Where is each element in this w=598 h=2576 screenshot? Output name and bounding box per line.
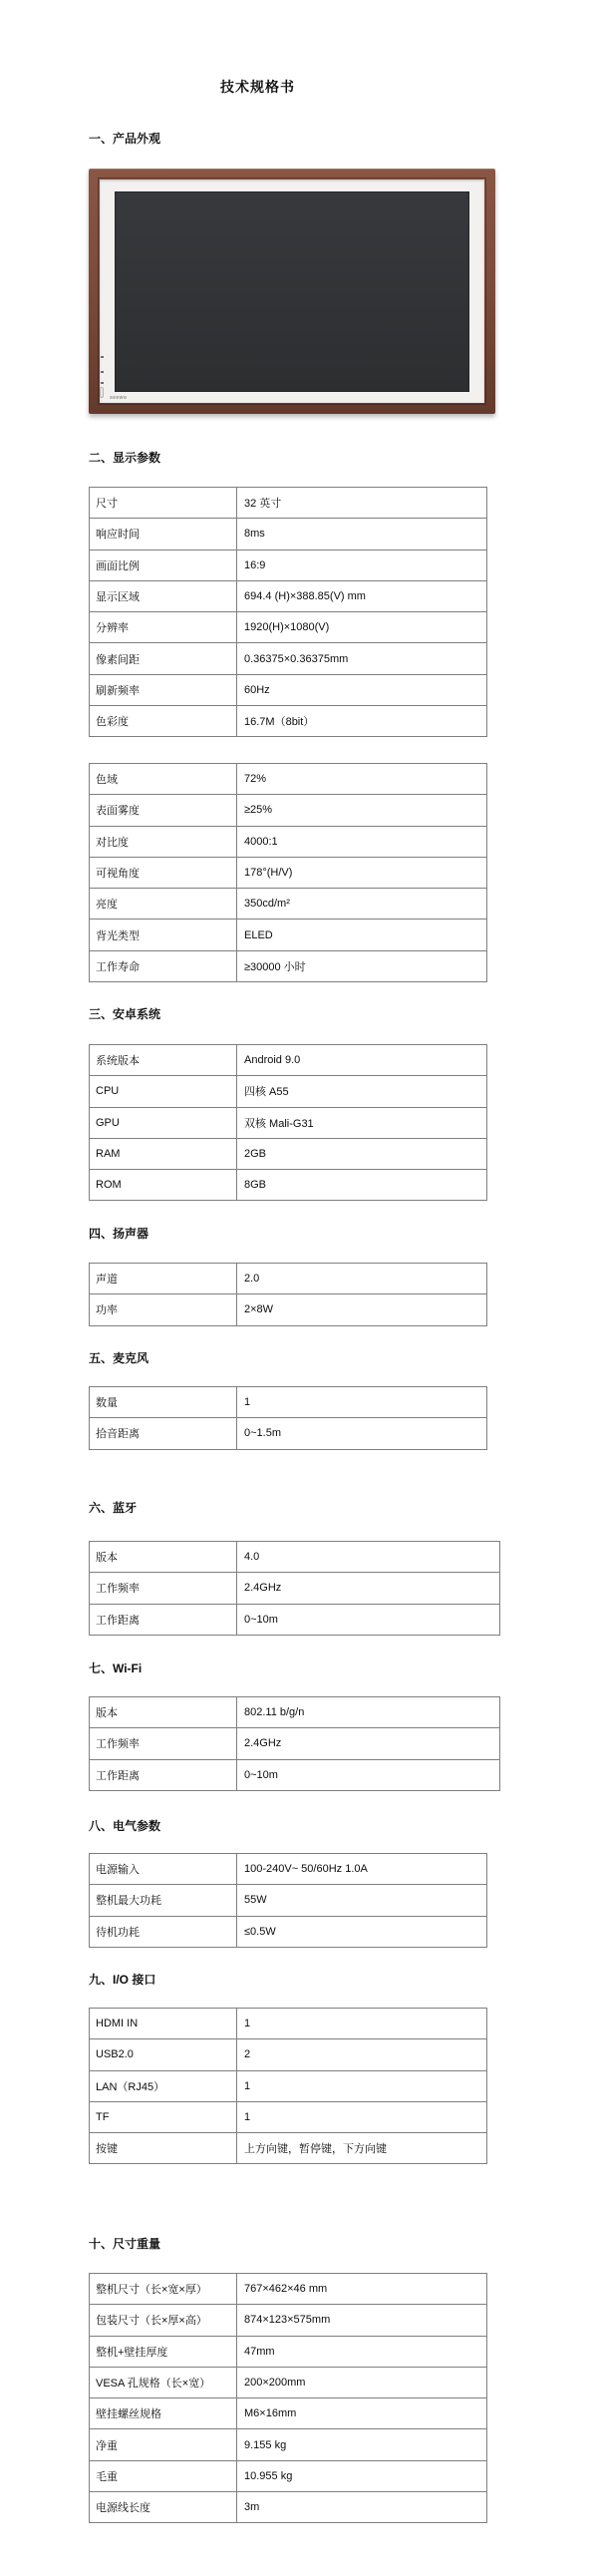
spec-label: 包装尺寸（长×厚×高） <box>90 2305 237 2336</box>
spec-label: RAM <box>90 1138 237 1169</box>
table-row <box>90 2336 487 2367</box>
spec-value: 1920(H)×1080(V) <box>237 612 487 643</box>
spec-value: 1 <box>237 2009 487 2039</box>
table-row <box>90 1728 500 1759</box>
spec-value: 8GB <box>237 1170 487 1201</box>
spec-label: 数量 <box>90 1387 237 1418</box>
spec-label: 背光类型 <box>90 920 237 950</box>
table-row <box>90 1854 487 1885</box>
power-button <box>100 387 104 398</box>
spec-value: 2 <box>237 2039 487 2070</box>
spec-value: 694.4 (H)×388.85(V) mm <box>237 580 487 611</box>
spec-label: 电源输入 <box>90 1854 237 1885</box>
spec-value: 2.4GHz <box>237 1728 500 1759</box>
table-row <box>90 1885 487 1916</box>
table-row <box>90 580 487 611</box>
section-heading-dimensions: 十、尺寸重量 <box>89 2237 161 2251</box>
table-row <box>90 1418 487 1449</box>
spec-value: 16:9 <box>237 550 487 580</box>
spec-label: 尺寸 <box>90 488 237 519</box>
spec-label: 工作距离 <box>90 1759 237 1790</box>
table-row <box>90 857 487 888</box>
section-heading-display: 二、显示参数 <box>89 451 161 465</box>
spec-value: 55W <box>237 1885 487 1916</box>
spec-label: USB2.0 <box>90 2039 237 2070</box>
spec-value: 1 <box>237 2101 487 2132</box>
table-row <box>90 889 487 920</box>
spec-label: 整机+壁挂厚度 <box>90 2336 237 2367</box>
spec-value: 767×462×46 mm <box>237 2274 487 2305</box>
spec-label: 待机功耗 <box>90 1916 237 1947</box>
dimensions-spec-table <box>89 2273 487 2523</box>
spec-value: 四核 A55 <box>237 1076 487 1107</box>
spec-value: ≤0.5W <box>237 1916 487 1947</box>
android-spec-table <box>89 1044 487 1201</box>
page-title: 技术规格书 <box>220 79 295 95</box>
spec-label: 电源线长度 <box>90 2492 237 2523</box>
spec-value: 1 <box>237 1387 487 1418</box>
spec-value: 双核 Mali-G31 <box>237 1107 487 1138</box>
spec-value: 4000:1 <box>237 826 487 857</box>
spec-value: 3m <box>237 2492 487 2523</box>
table-row <box>90 612 487 643</box>
table-row <box>90 2039 487 2070</box>
spec-label: 刷新频率 <box>90 674 237 705</box>
table-row <box>90 1170 487 1201</box>
spec-value: ELED <box>237 920 487 950</box>
table-row <box>90 1076 487 1107</box>
spec-label: 功率 <box>90 1294 237 1325</box>
spec-label: 分辨率 <box>90 612 237 643</box>
io-spec-table <box>89 2008 487 2164</box>
section-heading-bluetooth: 六、蓝牙 <box>89 1501 138 1515</box>
table-row <box>90 1138 487 1169</box>
spec-label: TF <box>90 2101 237 2132</box>
spec-label: 版本 <box>90 1542 237 1573</box>
spec-value: 10.955 kg <box>237 2460 487 2491</box>
spec-label: 毛重 <box>90 2460 237 2491</box>
spec-label: 整机尺寸（长×宽×厚） <box>90 2274 237 2305</box>
section-heading-microphone: 五、麦克风 <box>89 1351 150 1365</box>
table-row <box>90 674 487 705</box>
spec-label: VESA 孔规格（长×宽） <box>90 2367 237 2397</box>
spec-value: 上方向键，暂停键，下方向键 <box>237 2133 487 2164</box>
section-heading-io: 九、I/O 接口 <box>89 1973 156 1987</box>
spec-label: 按键 <box>90 2133 237 2164</box>
table-row <box>90 706 487 737</box>
spec-value: 0~1.5m <box>237 1418 487 1449</box>
monitor-screen <box>115 191 469 392</box>
spec-label: 整机最大功耗 <box>90 1885 237 1916</box>
spec-value: ≥30000 小时 <box>237 950 487 981</box>
table-row <box>90 1264 487 1294</box>
spec-label: LAN（RJ45） <box>90 2070 237 2101</box>
table-row <box>90 2460 487 2491</box>
table-row <box>90 1294 487 1325</box>
spec-value: 9.155 kg <box>237 2429 487 2460</box>
table-row <box>90 2101 487 2132</box>
table-row <box>90 920 487 950</box>
spec-value: 802.11 b/g/n <box>237 1697 500 1728</box>
spec-value: 60Hz <box>237 674 487 705</box>
spec-label: HDMI IN <box>90 2009 237 2039</box>
table-row <box>90 550 487 580</box>
table-row <box>90 2492 487 2523</box>
section-heading-speaker: 四、扬声器 <box>89 1227 150 1241</box>
spec-label: 显示区域 <box>90 580 237 611</box>
brand-logo: seewo <box>110 395 128 401</box>
table-row <box>90 2429 487 2460</box>
spec-label: ROM <box>90 1170 237 1201</box>
electrical-spec-table <box>89 1853 487 1948</box>
spec-value: 874×123×575mm <box>237 2305 487 2336</box>
spec-label: 净重 <box>90 2429 237 2460</box>
table-row <box>90 1045 487 1076</box>
spec-label: 版本 <box>90 1697 237 1728</box>
spec-value: 350cd/m² <box>237 889 487 920</box>
spec-label: 声道 <box>90 1264 237 1294</box>
spec-label: 对比度 <box>90 826 237 857</box>
spec-label: GPU <box>90 1107 237 1138</box>
spec-value: 4.0 <box>237 1542 500 1573</box>
table-row <box>90 1604 500 1635</box>
spec-value: Android 9.0 <box>237 1045 487 1076</box>
bluetooth-spec-table <box>89 1541 500 1636</box>
monitor-frame <box>89 169 495 414</box>
table-row <box>90 764 487 795</box>
spec-value: 16.7M（8bit） <box>237 706 487 737</box>
spec-value: 32 英寸 <box>237 488 487 519</box>
spec-value: 2.4GHz <box>237 1573 500 1604</box>
table-row <box>90 2070 487 2101</box>
spec-value: 2GB <box>237 1138 487 1169</box>
monitor-bezel <box>100 180 484 403</box>
spec-label: 色域 <box>90 764 237 795</box>
wifi-spec-table <box>89 1696 500 1791</box>
spec-label: 工作频率 <box>90 1573 237 1604</box>
spec-label: 像素间距 <box>90 643 237 674</box>
spec-value: 200×200mm <box>237 2367 487 2397</box>
spec-label: 拾音距离 <box>90 1418 237 1449</box>
spec-label: 工作距离 <box>90 1604 237 1635</box>
table-row <box>90 2133 487 2164</box>
spec-value: 0~10m <box>237 1604 500 1635</box>
spec-label: 画面比例 <box>90 550 237 580</box>
table-row <box>90 643 487 674</box>
spec-label: 表面雾度 <box>90 795 237 826</box>
spec-label: 系统版本 <box>90 1045 237 1076</box>
table-row <box>90 2274 487 2305</box>
section-heading-wifi: 七、Wi-Fi <box>89 1661 143 1675</box>
table-row <box>90 488 487 519</box>
section-heading-electrical: 八、电气参数 <box>89 1819 161 1833</box>
section-heading-android: 三、安卓系统 <box>89 1007 161 1021</box>
spec-value: 178°(H/V) <box>237 857 487 888</box>
spec-label: 色彩度 <box>90 706 237 737</box>
table-row <box>90 2398 487 2429</box>
speaker-spec-table <box>89 1263 487 1326</box>
table-row <box>90 2009 487 2039</box>
table-row <box>90 1107 487 1138</box>
spec-label: 壁挂螺丝规格 <box>90 2398 237 2429</box>
table-row <box>90 519 487 550</box>
display-spec-table-2 <box>89 763 487 982</box>
spec-value: ≥25% <box>237 795 487 826</box>
spec-label: 工作寿命 <box>90 950 237 981</box>
table-row <box>90 1759 500 1790</box>
table-row <box>90 1542 500 1573</box>
spec-value: 0.36375×0.36375mm <box>237 643 487 674</box>
table-row <box>90 1573 500 1604</box>
spec-label: 可视角度 <box>90 857 237 888</box>
side-button-icon <box>101 371 104 373</box>
side-button-icon <box>101 382 104 384</box>
table-row <box>90 826 487 857</box>
spec-value: 47mm <box>237 2336 487 2367</box>
table-row <box>90 1387 487 1418</box>
display-spec-table-1 <box>89 487 487 737</box>
spec-value: M6×16mm <box>237 2398 487 2429</box>
table-row <box>90 1697 500 1728</box>
table-row <box>90 950 487 981</box>
spec-value: 2×8W <box>237 1294 487 1325</box>
table-row <box>90 795 487 826</box>
spec-label: 亮度 <box>90 889 237 920</box>
microphone-spec-table <box>89 1386 487 1450</box>
spec-label: 工作频率 <box>90 1728 237 1759</box>
section-heading-appearance: 一、产品外观 <box>89 132 161 146</box>
spec-value: 8ms <box>237 519 487 550</box>
spec-value: 72% <box>237 764 487 795</box>
table-row <box>90 2367 487 2397</box>
spec-label: CPU <box>90 1076 237 1107</box>
spec-label: 响应时间 <box>90 519 237 550</box>
spec-value: 1 <box>237 2070 487 2101</box>
spec-value: 0~10m <box>237 1759 500 1790</box>
spec-value: 2.0 <box>237 1264 487 1294</box>
side-button-icon <box>101 356 104 358</box>
table-row <box>90 2305 487 2336</box>
spec-value: 100-240V~ 50/60Hz 1.0A <box>237 1854 487 1885</box>
product-image <box>89 169 495 414</box>
table-row <box>90 1916 487 1947</box>
